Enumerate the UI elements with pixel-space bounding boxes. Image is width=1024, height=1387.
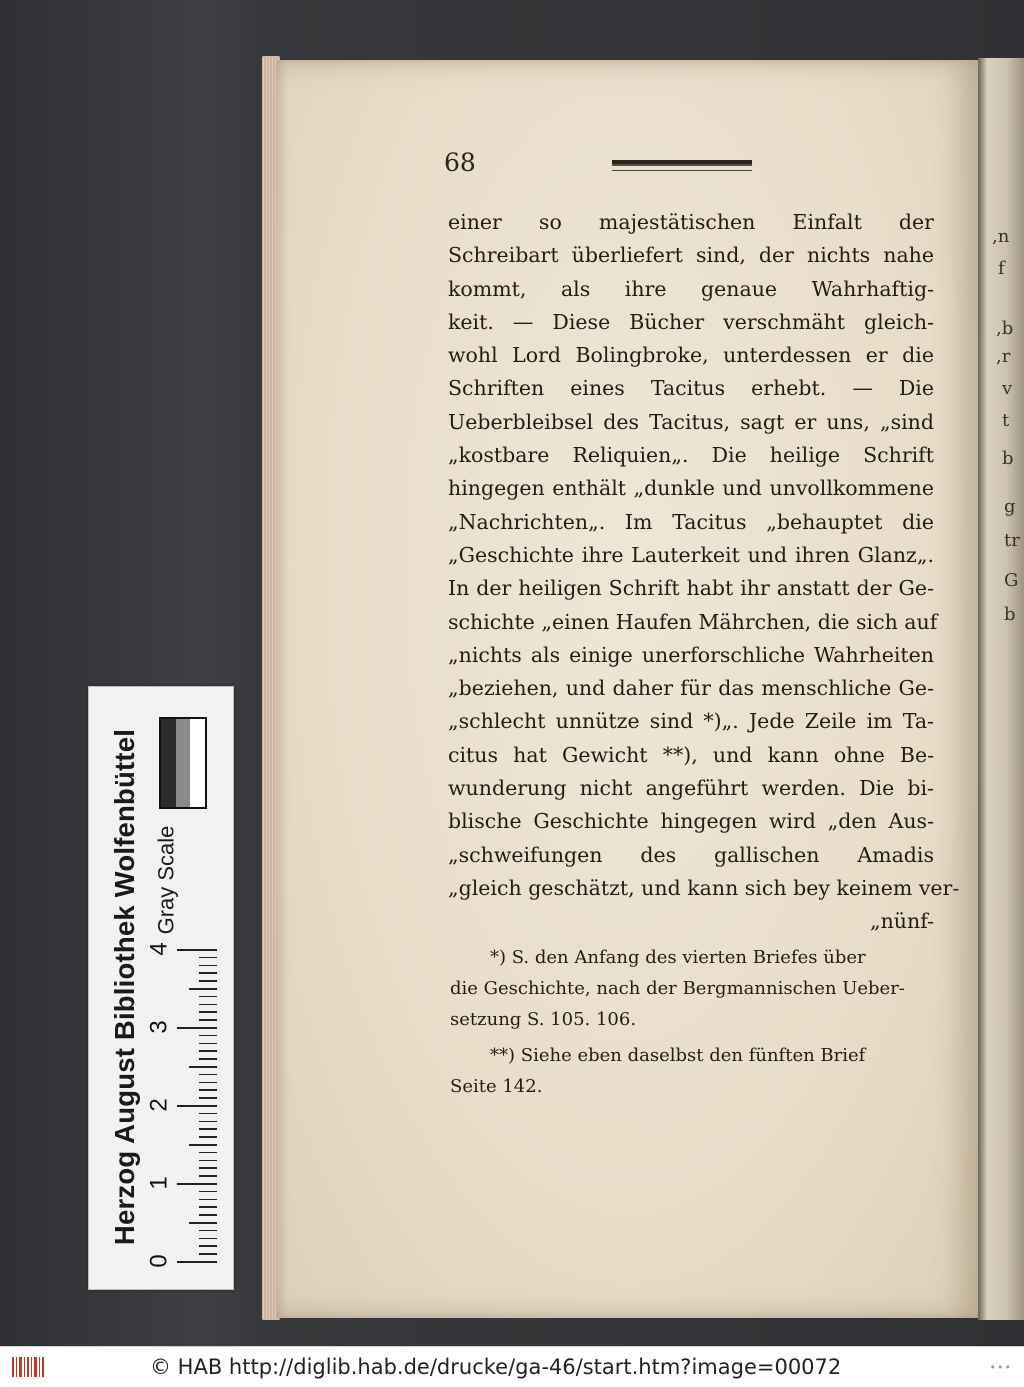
ruler-tick <box>199 980 217 982</box>
bleed-text: f <box>998 258 1005 279</box>
page-header <box>444 148 756 178</box>
ruler-tick <box>189 1144 217 1146</box>
text-line: keit. — Diese Bücher verschmäht gleich- <box>448 309 934 334</box>
ruler-tick <box>189 988 217 990</box>
footnote-line: Seite 142. <box>450 1076 543 1097</box>
footnote-line: **) Siehe eben daselbst den fünften Brief <box>490 1045 866 1066</box>
bleed-text: t <box>1002 410 1010 431</box>
ruler-tick <box>199 1175 217 1177</box>
ruler-tick <box>199 1011 217 1013</box>
catchword: „nünf- <box>869 909 934 934</box>
ruler-tick <box>199 1214 217 1216</box>
ruler-tick <box>199 1035 217 1037</box>
gray-swatch-mid <box>176 719 191 807</box>
ruler-tick <box>199 1019 217 1021</box>
ruler-tick <box>189 1222 217 1224</box>
ruler-tick <box>199 1245 217 1247</box>
text-line: kommt, als ihre genaue Wahrhaftig- <box>448 276 934 301</box>
ruler-number: 2 <box>145 1098 173 1112</box>
footer-bar <box>0 1346 1024 1387</box>
ruler-title-text: Herzog August Bibliothek Wolfenbüttel <box>109 728 140 1246</box>
ruler-tick <box>199 1113 217 1115</box>
ruler-tick <box>199 1004 217 1006</box>
text-line: hingegen enthält „dunkle und unvollkommene <box>448 476 934 501</box>
bleed-text: b <box>1002 448 1014 469</box>
ruler-tick <box>199 1136 217 1138</box>
bleed-text: ,n <box>992 226 1010 247</box>
text-line: „nichts als einige unerforschliche Wahrheiten <box>448 642 934 667</box>
text-line: „kostbare Reliquien„. Die heilige Schrift <box>448 443 934 468</box>
ruler-number: 0 <box>145 1254 173 1268</box>
footnote-line: setzung S. 105. 106. <box>450 1009 637 1030</box>
body-text <box>448 206 960 939</box>
text-line: Ueberbleibsel des Tacitus, sagt er uns, „sind <box>448 409 934 434</box>
ruler-tick <box>199 1191 217 1193</box>
ruler-ticks <box>145 942 231 1279</box>
ruler-tick <box>199 1152 217 1154</box>
ruler-title <box>103 695 147 1279</box>
bleed-text: tr <box>1004 530 1020 551</box>
bleed-text: g <box>1004 496 1016 517</box>
gray-scale-swatches <box>159 717 207 809</box>
ruler-tick <box>177 1105 217 1107</box>
footnote-line: *) S. den Anfang des vierten Briefes über <box>490 947 866 968</box>
ruler-tick <box>199 1253 217 1255</box>
ruler-tick <box>199 1074 217 1076</box>
gray-swatch-light <box>190 719 205 807</box>
text-line: schichte „einen Haufen Mährchen, die sich auf <box>448 609 938 634</box>
bleed-text: ,b <box>996 318 1014 339</box>
ruler-tick <box>199 1128 217 1130</box>
text-line: „beziehen, und daher für das menschliche Ge- <box>448 676 934 701</box>
text-line: einer so majestätischen Einfalt der <box>448 210 934 234</box>
ruler-tick <box>189 1066 217 1068</box>
text-line: „schlecht unnütze sind *)„. Jede Zeile im Ta- <box>448 709 934 734</box>
ruler-tick <box>199 1160 217 1162</box>
footnote-1 <box>450 942 936 1035</box>
ruler-tick <box>199 1167 217 1169</box>
text-line: wohl Lord Bolingbroke, unterdessen er die <box>448 343 934 368</box>
text-line: „gleich geschätzt, und kann sich bey keinem ver- <box>448 875 960 900</box>
header-rule <box>612 160 752 166</box>
ruler-number: 3 <box>145 1020 173 1034</box>
ruler-tick <box>199 957 217 959</box>
text-line: Schriften eines Tacitus erhebt. — Die <box>448 376 934 401</box>
ruler-tick <box>177 949 217 951</box>
text-line: blische Geschichte hingegen wird „den Aus- <box>448 809 934 834</box>
bleed-text: ,r <box>996 346 1011 367</box>
ruler-tick <box>199 972 217 974</box>
text-line: citus hat Gewicht **), und kann ohne Be- <box>448 742 934 767</box>
ruler-tick <box>177 1027 217 1029</box>
text-line: wunderung nicht angeführt werden. Die bi- <box>448 776 934 801</box>
header-rule-thin <box>612 170 752 171</box>
ruler-tick <box>199 1058 217 1060</box>
ruler-tick <box>177 1183 217 1185</box>
bleed-text: b <box>1004 604 1016 625</box>
ruler-tick <box>199 1238 217 1240</box>
ruler-number: 4 <box>145 942 173 956</box>
facing-page-edge <box>978 58 1024 1320</box>
footnote-line: die Geschichte, nach der Bergmannischen Ueber- <box>450 978 905 999</box>
ruler-tick <box>199 1199 217 1201</box>
ruler-tick <box>199 965 217 967</box>
ruler-number: 1 <box>145 1176 173 1190</box>
ruler-tick <box>199 1121 217 1123</box>
ruler-tick <box>199 1206 217 1208</box>
footer-credit-link[interactable]: © HAB http://diglib.hab.de/drucke/ga-46/start.htm?image=00072 <box>150 1355 842 1379</box>
ruler-tick <box>199 1097 217 1099</box>
barcode-icon <box>12 1357 46 1377</box>
text-line: „Nachrichten„. Im Tacitus „behauptet die <box>448 509 934 534</box>
footnote-2 <box>450 1040 936 1102</box>
text-line: „schweifungen des gallischen Amadis <box>448 842 934 867</box>
text-line: Schreibart überliefert sind, der nichts nahe <box>448 243 934 268</box>
ruler-tick <box>199 1082 217 1084</box>
ruler-tick <box>199 1230 217 1232</box>
gray-swatch-dark <box>161 719 176 807</box>
page-number: 68 <box>444 148 476 177</box>
bleed-text: G <box>1004 570 1019 591</box>
ruler-tick <box>177 1261 217 1263</box>
ruler-tick <box>199 1089 217 1091</box>
gray-scale-label <box>153 815 179 945</box>
text-line: „Geschichte ihre Lauterkeit und ihren Glanz„. <box>448 542 934 567</box>
more-options-icon[interactable]: ••• <box>989 1361 1012 1374</box>
gray-scale-label-text: Gray Scale <box>153 825 179 935</box>
text-line: In der heiligen Schrift habt ihr anstatt der Ge- <box>448 576 934 601</box>
bleed-text: v <box>1002 378 1013 399</box>
ruler-tick <box>199 1050 217 1052</box>
ruler-tick <box>199 1043 217 1045</box>
ruler-tick <box>199 996 217 998</box>
color-ruler <box>88 686 234 1290</box>
